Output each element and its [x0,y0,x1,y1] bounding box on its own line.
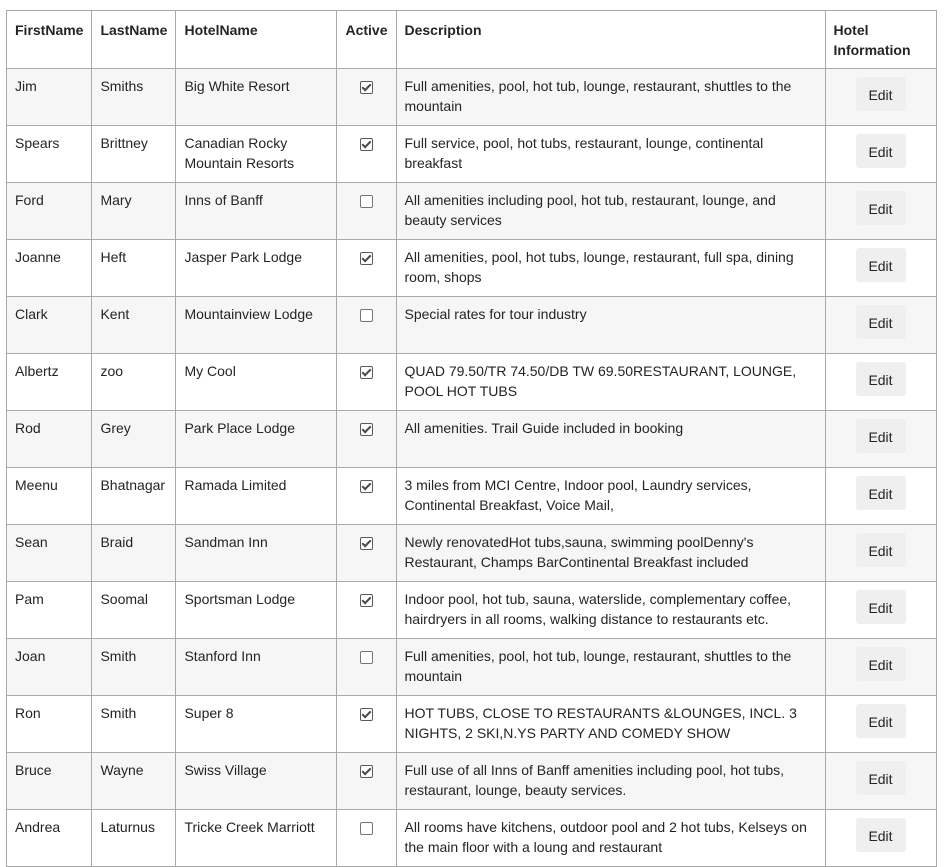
cell-firstname: Sean [7,525,92,582]
table-row [7,696,937,753]
hotel-table [6,10,937,867]
cell-active [337,468,396,525]
cell-active [337,183,396,240]
cell-active [337,240,396,297]
cell-hotel-information [825,696,936,753]
edit-button[interactable]: Edit [856,704,906,738]
active-checkbox-unchecked[interactable] [360,822,373,835]
cell-hotelname: Sportsman Lodge [176,582,337,639]
cell-hotelname: Stanford Inn [176,639,337,696]
cell-hotelname: Jasper Park Lodge [176,240,337,297]
cell-hotelname: Tricke Creek Marriott [176,810,337,867]
table-row [7,69,937,126]
table-body [7,69,937,867]
table-row [7,297,937,354]
edit-button[interactable]: Edit [856,476,906,510]
cell-lastname: Smiths [92,69,176,126]
active-checkbox-checked[interactable] [360,708,373,721]
cell-firstname: Ford [7,183,92,240]
active-checkbox-checked[interactable] [360,252,373,265]
cell-hotelname: My Cool [176,354,337,411]
edit-button[interactable]: Edit [856,134,906,168]
column-header-hotelname[interactable]: HotelName [176,11,337,69]
cell-lastname: Soomal [92,582,176,639]
table-row [7,525,937,582]
edit-button[interactable]: Edit [856,533,906,567]
cell-active [337,126,396,183]
cell-hotelname: Swiss Village [176,753,337,810]
cell-hotelname: Park Place Lodge [176,411,337,468]
table-row [7,810,937,867]
cell-lastname: Braid [92,525,176,582]
cell-hotelname: Mountainview Lodge [176,297,337,354]
edit-button[interactable]: Edit [856,590,906,624]
cell-description: QUAD 79.50/TR 74.50/DB TW 69.50RESTAURANT, LOUNGE, POOL HOT TUBS [396,354,825,411]
cell-firstname: Pam [7,582,92,639]
cell-hotelname: Ramada Limited [176,468,337,525]
cell-active [337,411,396,468]
active-checkbox-checked[interactable] [360,423,373,436]
cell-active [337,354,396,411]
cell-description: Full service, pool, hot tubs, restaurant, lounge, continental breakfast [396,126,825,183]
cell-hotel-information [825,240,936,297]
edit-button[interactable]: Edit [856,362,906,396]
cell-hotel-information [825,354,936,411]
column-header-lastname[interactable]: LastName [92,11,176,69]
cell-description: All amenities including pool, hot tub, restaurant, lounge, and beauty services [396,183,825,240]
cell-hotel-information [825,411,936,468]
column-header-hotel-information[interactable]: Hotel Information [825,11,936,69]
cell-firstname: Joanne [7,240,92,297]
cell-lastname: Smith [92,639,176,696]
cell-firstname: Bruce [7,753,92,810]
cell-lastname: Mary [92,183,176,240]
cell-hotel-information [825,468,936,525]
cell-active [337,639,396,696]
table-row [7,126,937,183]
table-row [7,582,937,639]
column-header-description[interactable]: Description [396,11,825,69]
cell-hotel-information [825,525,936,582]
cell-active [337,525,396,582]
cell-hotel-information [825,810,936,867]
cell-firstname: Ron [7,696,92,753]
cell-description: Full amenities, pool, hot tub, lounge, restaurant, shuttles to the mountain [396,639,825,696]
cell-description: Indoor pool, hot tub, sauna, waterslide, complementary coffee, hairdryers in all rooms, walking distance to restaurants etc. [396,582,825,639]
cell-description: 3 miles from MCI Centre, Indoor pool, Laundry services, Continental Breakfast, Voice Mail, [396,468,825,525]
edit-button[interactable]: Edit [856,77,906,111]
cell-firstname: Meenu [7,468,92,525]
cell-hotel-information [825,753,936,810]
cell-firstname: Spears [7,126,92,183]
cell-firstname: Clark [7,297,92,354]
active-checkbox-checked[interactable] [360,594,373,607]
active-checkbox-unchecked[interactable] [360,651,373,664]
cell-hotel-information [825,69,936,126]
cell-active [337,69,396,126]
table-row [7,753,937,810]
cell-lastname: Grey [92,411,176,468]
cell-active [337,297,396,354]
table-row [7,354,937,411]
active-checkbox-checked[interactable] [360,138,373,151]
table-row [7,639,937,696]
cell-firstname: Joan [7,639,92,696]
cell-hotelname: Sandman Inn [176,525,337,582]
column-header-active[interactable]: Active [337,11,396,69]
cell-description: All amenities, pool, hot tubs, lounge, restaurant, full spa, dining room, shops [396,240,825,297]
cell-hotelname: Canadian Rocky Mountain Resorts [176,126,337,183]
cell-description: Full use of all Inns of Banff amenities including pool, hot tubs, restaurant, lounge, beauty services. [396,753,825,810]
edit-button[interactable]: Edit [856,248,906,282]
cell-hotel-information [825,126,936,183]
active-checkbox-unchecked[interactable] [360,195,373,208]
active-checkbox-unchecked[interactable] [360,309,373,322]
edit-button[interactable]: Edit [856,419,906,453]
cell-hotel-information [825,582,936,639]
active-checkbox-checked[interactable] [360,765,373,778]
cell-lastname: Laturnus [92,810,176,867]
edit-button[interactable]: Edit [856,818,906,852]
cell-description: All rooms have kitchens, outdoor pool and 2 hot tubs, Kelseys on the main floor with a loung and restaurant [396,810,825,867]
cell-lastname: Kent [92,297,176,354]
cell-description: Newly renovatedHot tubs,sauna, swimming poolDenny's Restaurant, Champs BarContinental Breakfast included [396,525,825,582]
active-checkbox-checked[interactable] [360,537,373,550]
cell-lastname: Smith [92,696,176,753]
cell-active [337,696,396,753]
cell-hotelname: Big White Resort [176,69,337,126]
cell-lastname: Wayne [92,753,176,810]
header-row [7,11,937,69]
cell-active [337,753,396,810]
cell-lastname: Brittney [92,126,176,183]
cell-hotel-information [825,183,936,240]
cell-lastname: Heft [92,240,176,297]
edit-button[interactable]: Edit [856,647,906,681]
table-row [7,240,937,297]
cell-active [337,810,396,867]
table-header [7,11,937,69]
table-row [7,183,937,240]
edit-button[interactable]: Edit [856,761,906,795]
active-checkbox-checked[interactable] [360,81,373,94]
cell-lastname: Bhatnagar [92,468,176,525]
cell-description: Full amenities, pool, hot tub, lounge, restaurant, shuttles to the mountain [396,69,825,126]
cell-firstname: Jim [7,69,92,126]
cell-description: All amenities. Trail Guide included in booking [396,411,825,468]
table-row [7,468,937,525]
cell-hotelname: Inns of Banff [176,183,337,240]
cell-firstname: Albertz [7,354,92,411]
column-header-firstname[interactable]: FirstName [7,11,92,69]
active-checkbox-checked[interactable] [360,480,373,493]
cell-description: Special rates for tour industry [396,297,825,354]
cell-hotelname: Super 8 [176,696,337,753]
active-checkbox-checked[interactable] [360,366,373,379]
hotel-table-container [6,10,937,867]
table-row [7,411,937,468]
edit-button[interactable]: Edit [856,305,906,339]
cell-firstname: Andrea [7,810,92,867]
cell-lastname: zoo [92,354,176,411]
cell-active [337,582,396,639]
cell-description: HOT TUBS, CLOSE TO RESTAURANTS &LOUNGES, INCL. 3 NIGHTS, 2 SKI,N.YS PARTY AND COMEDY SHOW [396,696,825,753]
cell-hotel-information [825,297,936,354]
cell-firstname: Rod [7,411,92,468]
cell-hotel-information [825,639,936,696]
edit-button[interactable]: Edit [856,191,906,225]
